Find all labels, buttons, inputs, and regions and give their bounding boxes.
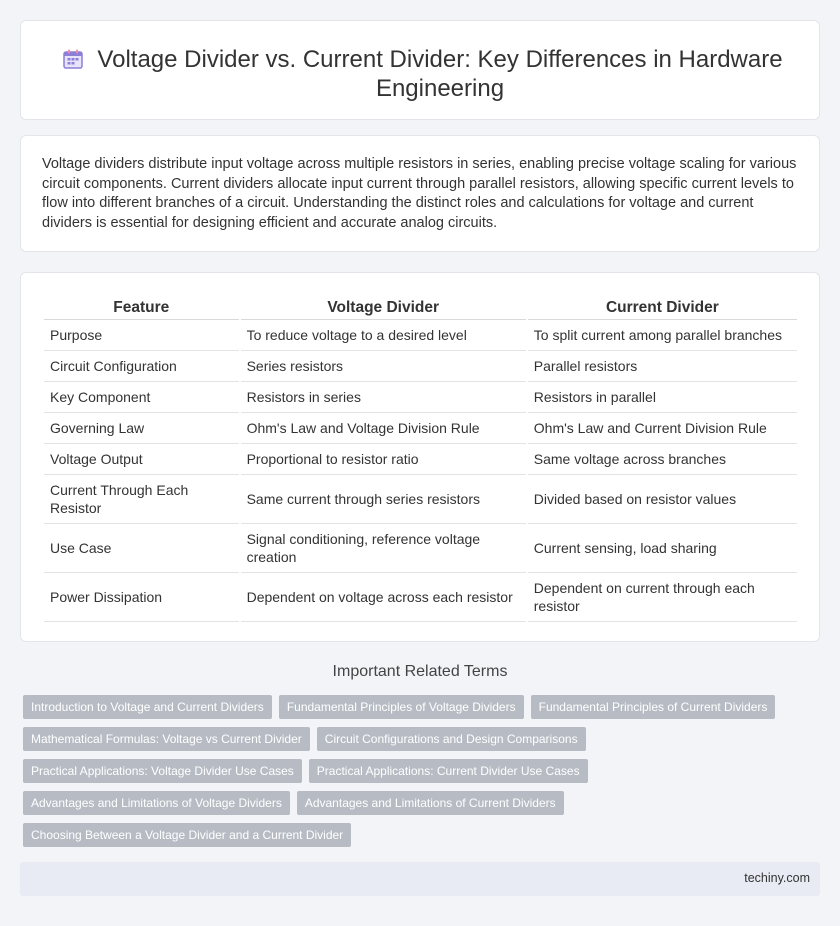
- table-row: [44, 444, 797, 475]
- table-cell: Proportional to resistor ratio: [241, 444, 526, 475]
- table-row: [44, 524, 797, 573]
- table-cell: Key Component: [44, 382, 239, 413]
- table-cell: Use Case: [44, 524, 239, 573]
- title-card: [20, 20, 820, 120]
- table-cell: Divided based on resistor values: [528, 475, 797, 524]
- related-term-tag[interactable]: Practical Applications: Voltage Divider Use Cases: [23, 759, 302, 783]
- table-cell: Voltage Output: [44, 444, 239, 475]
- header-voltage-divider: Voltage Divider: [241, 295, 526, 320]
- table-row: [44, 351, 797, 382]
- related-term-tag[interactable]: Circuit Configurations and Design Comparisons: [317, 727, 586, 751]
- table-cell: Governing Law: [44, 413, 239, 444]
- comparison-table: [42, 295, 799, 622]
- related-term-tag[interactable]: Mathematical Formulas: Voltage vs Current Divider: [23, 727, 310, 751]
- table-cell: Power Dissipation: [44, 573, 239, 622]
- table-row: [44, 475, 797, 524]
- table-cell: To split current among parallel branches: [528, 320, 797, 351]
- table-row: [44, 413, 797, 444]
- table-cell: Dependent on voltage across each resistor: [241, 573, 526, 622]
- table-cell: Same current through series resistors: [241, 475, 526, 524]
- table-row: [44, 320, 797, 351]
- related-term-tag[interactable]: Advantages and Limitations of Current Dividers: [297, 791, 564, 815]
- table-cell: Signal conditioning, reference voltage creation: [241, 524, 526, 573]
- footer-site-link[interactable]: techiny.com: [744, 871, 810, 885]
- related-terms-list: [23, 695, 803, 855]
- footer: [20, 862, 820, 896]
- header-feature: Feature: [44, 295, 239, 320]
- intro-card: [20, 135, 820, 252]
- calendar-icon: [61, 47, 85, 71]
- table-cell: Purpose: [44, 320, 239, 351]
- table-cell: Resistors in series: [241, 382, 526, 413]
- related-term-tag[interactable]: Fundamental Principles of Voltage Dividers: [279, 695, 524, 719]
- intro-text: Voltage dividers distribute input voltage across multiple resistors in series, enabling precise voltage scaling for various circuit components. Current dividers allocate input current through parallel resistors, allowing specific current levels to flow into different branches of a circuit. Understanding the distinct roles and calculations for voltage and current dividers is essential for designing efficient and accurate analog circuits.: [42, 156, 797, 231]
- table-cell: Ohm's Law and Voltage Division Rule: [241, 413, 526, 444]
- related-term-tag[interactable]: Choosing Between a Voltage Divider and a Current Divider: [23, 823, 351, 847]
- related-terms-heading: Important Related Terms: [332, 663, 508, 680]
- table-cell: Parallel resistors: [528, 351, 797, 382]
- table-row: [44, 573, 797, 622]
- related-term-tag[interactable]: Introduction to Voltage and Current Dividers: [23, 695, 272, 719]
- table-cell: Dependent on current through each resistor: [528, 573, 797, 622]
- table-cell: To reduce voltage to a desired level: [241, 320, 526, 351]
- table-cell: Resistors in parallel: [528, 382, 797, 413]
- table-header-row: [44, 295, 797, 320]
- page-title: Voltage Divider vs. Current Divider: Key Differences in Hardware Engineering: [97, 46, 783, 102]
- related-term-tag[interactable]: Practical Applications: Current Divider Use Cases: [309, 759, 588, 783]
- table-cell: Circuit Configuration: [44, 351, 239, 382]
- table-cell: Current sensing, load sharing: [528, 524, 797, 573]
- table-cell: Series resistors: [241, 351, 526, 382]
- related-term-tag[interactable]: Advantages and Limitations of Voltage Dividers: [23, 791, 290, 815]
- table-cell: Same voltage across branches: [528, 444, 797, 475]
- comparison-card: [20, 272, 820, 642]
- table-cell: Ohm's Law and Current Division Rule: [528, 413, 797, 444]
- header-current-divider: Current Divider: [528, 295, 797, 320]
- table-cell: Current Through Each Resistor: [44, 475, 239, 524]
- table-row: [44, 382, 797, 413]
- related-term-tag[interactable]: Fundamental Principles of Current Dividers: [531, 695, 776, 719]
